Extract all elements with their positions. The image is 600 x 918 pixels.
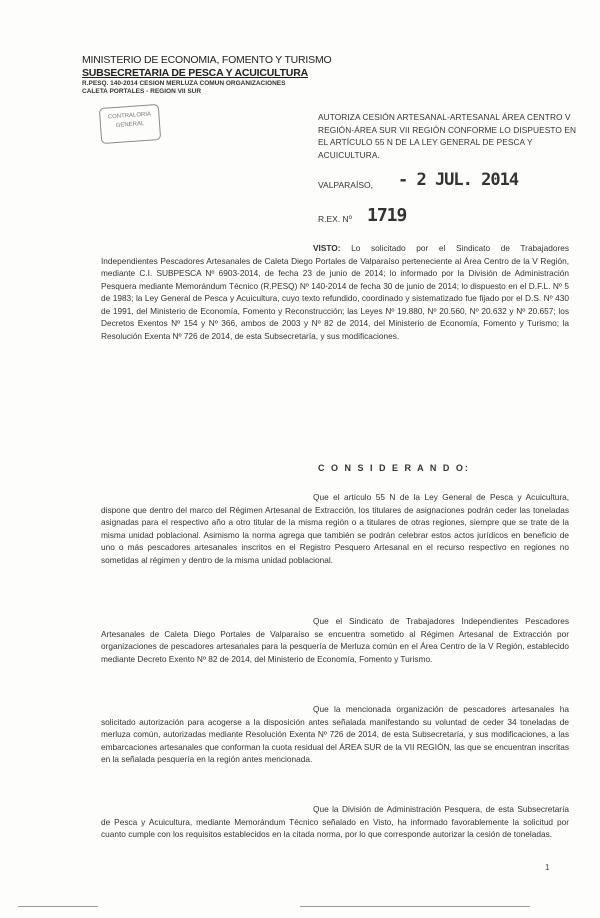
subsecretaria-name: SUBSECRETARIA DE PESCA Y ACUICULTURA — [82, 67, 308, 79]
considerando-text-1: Que el artículo 55 N de la Ley General de Pesca y Acuicultura, dispone que dentro del marco del Régimen Artesanal de Extracción, los titulares de asignaciones podrán ceder las toneladas asignadas para el respectivo año a otro titular de la misma región o a titulares de otras regiones, siempre que se trate de la misma unidad poblacional. Asimismo la norma agrega que también se podrán celebrar estos actos jurídicos en beneficio de uno o más pescadores artesanales inscritos en el Registro Pesquero Artesanal en el recurso respectivo en regiones no sometidas al régimen y dentro de la misma unidad poblacional. — [101, 492, 569, 565]
considerando-paragraph-4 — [101, 803, 569, 841]
reference-line-2: CALETA PORTALES - REGION VII SUR — [82, 88, 202, 95]
official-stamp — [99, 104, 161, 144]
considerando-heading: C O N S I D E R A N D O: — [318, 463, 470, 473]
considerando-text-4: Que la División de Administración Pesquera, de esta Subsecretaría de Pesca y Acuicultura, mediante Memorándum Técnico señalado en Visto, ha informado favorablemente la solicitud por cuanto cumple con los requisitos establecidos en la citada norma, por lo que corresponde autorizar la cesión de toneladas. — [101, 804, 569, 839]
stamp-line-2: GENERAL — [115, 121, 145, 129]
considerando-text-3: Que la mencionada organización de pescadores artesanales ha solicitado autorización para acogerse a la disposición antes señalada manifestando su voluntad de ceder 34 toneladas de merluza común, autorizadas mediante Resolución Exenta Nº 726 de 2014, de esta Subsecretaría, y sus modificaciones, a las embarcaciones artesanales que conforman la cuota residual del ÁREA SUR de la VII REGIÓN, las que se encuentran inscritas en la señalada pesquería en la región antes mencionada. — [101, 704, 569, 764]
resolution-subject: AUTORIZA CESIÓN ARTESANAL-ARTESANAL ÁREA CENTRO V REGIÓN-ÁREA SUR VII REGIÓN CONFORME LO DISPUESTO EN EL ARTÍCULO 55 N DE LA LEY GENERAL DE PESCA Y ACUICULTURA. — [318, 112, 577, 160]
visto-label: VISTO: — [313, 243, 341, 253]
reference-line-1: R.PESQ. 140-2014 CESION MERLUZA COMUN ORGANIZACIONES — [82, 80, 286, 87]
resolution-date: - 2 JUL. 2014 — [398, 170, 519, 190]
place-label: VALPARAÍSO, — [318, 180, 373, 190]
ministry-name: MINISTERIO DE ECONOMIA, FOMENTO Y TURISMO — [82, 54, 332, 66]
footer-rule-right — [300, 906, 530, 907]
footer-rule-left — [18, 906, 98, 907]
page-number: 1 — [545, 863, 550, 872]
rex-number: 1719 — [367, 205, 407, 226]
considerando-paragraph-2 — [101, 615, 569, 665]
visto-text: Lo solicitado por el Sindicato de Trabajadores Independientes Pescadores Artesanales de Caleta Diego Portales de Valparaíso perteneciente al Área Centro de la V Región, mediante C.I. SUBPESCA Nº 6903-2014, de fecha 23 de junio de 2014; lo informado por la División de Administración Pesquera mediante Memorándum Técnico (R.PESQ) Nº 140-2014 de fecha 30 de junio de 2014; lo dispuesto en el D.F.L. Nº 5 de 1983; la Ley General de Pesca y Acuicultura, cuyo texto refundido, coordinado y sistematizado fue fijado por el D.S. Nº 430 de 1991, del Ministerio de Economía, Fomento y Reconstrucción; las Leyes Nº 19.880, Nº 20.560, Nº 20.632 y Nº 20.657; los Decretos Exentos Nº 154 y Nº 366, ambos de 2003 y Nº 82 de 2014, del Ministerio de Economía, Fomento y Turismo; la Resolución Exenta Nº 726 de 2014, de esta Subsecretaría, y sus modificaciones. — [101, 243, 569, 341]
considerando-paragraph-1 — [101, 491, 569, 566]
letterhead — [82, 54, 331, 96]
stamp-line-1: CONTRALORIA — [107, 111, 152, 121]
considerando-text-2: Que el Sindicato de Trabajadores Independientes Pescadores Artesanales de Caleta Diego Portales de Valparaíso se encuentra sometido al Régimen Artesanal de Extracción por organizaciones de pescadores artesanales para la pesquería de Merluza común en el Área Centro de la V Región, establecido mediante Decreto Exento Nº 82 de 2014, del Ministerio de Economía, Fomento y Turismo. — [101, 616, 569, 664]
rex-label: R.EX. Nº — [318, 214, 352, 224]
visto-paragraph — [101, 242, 569, 342]
considerando-paragraph-3 — [101, 703, 569, 766]
